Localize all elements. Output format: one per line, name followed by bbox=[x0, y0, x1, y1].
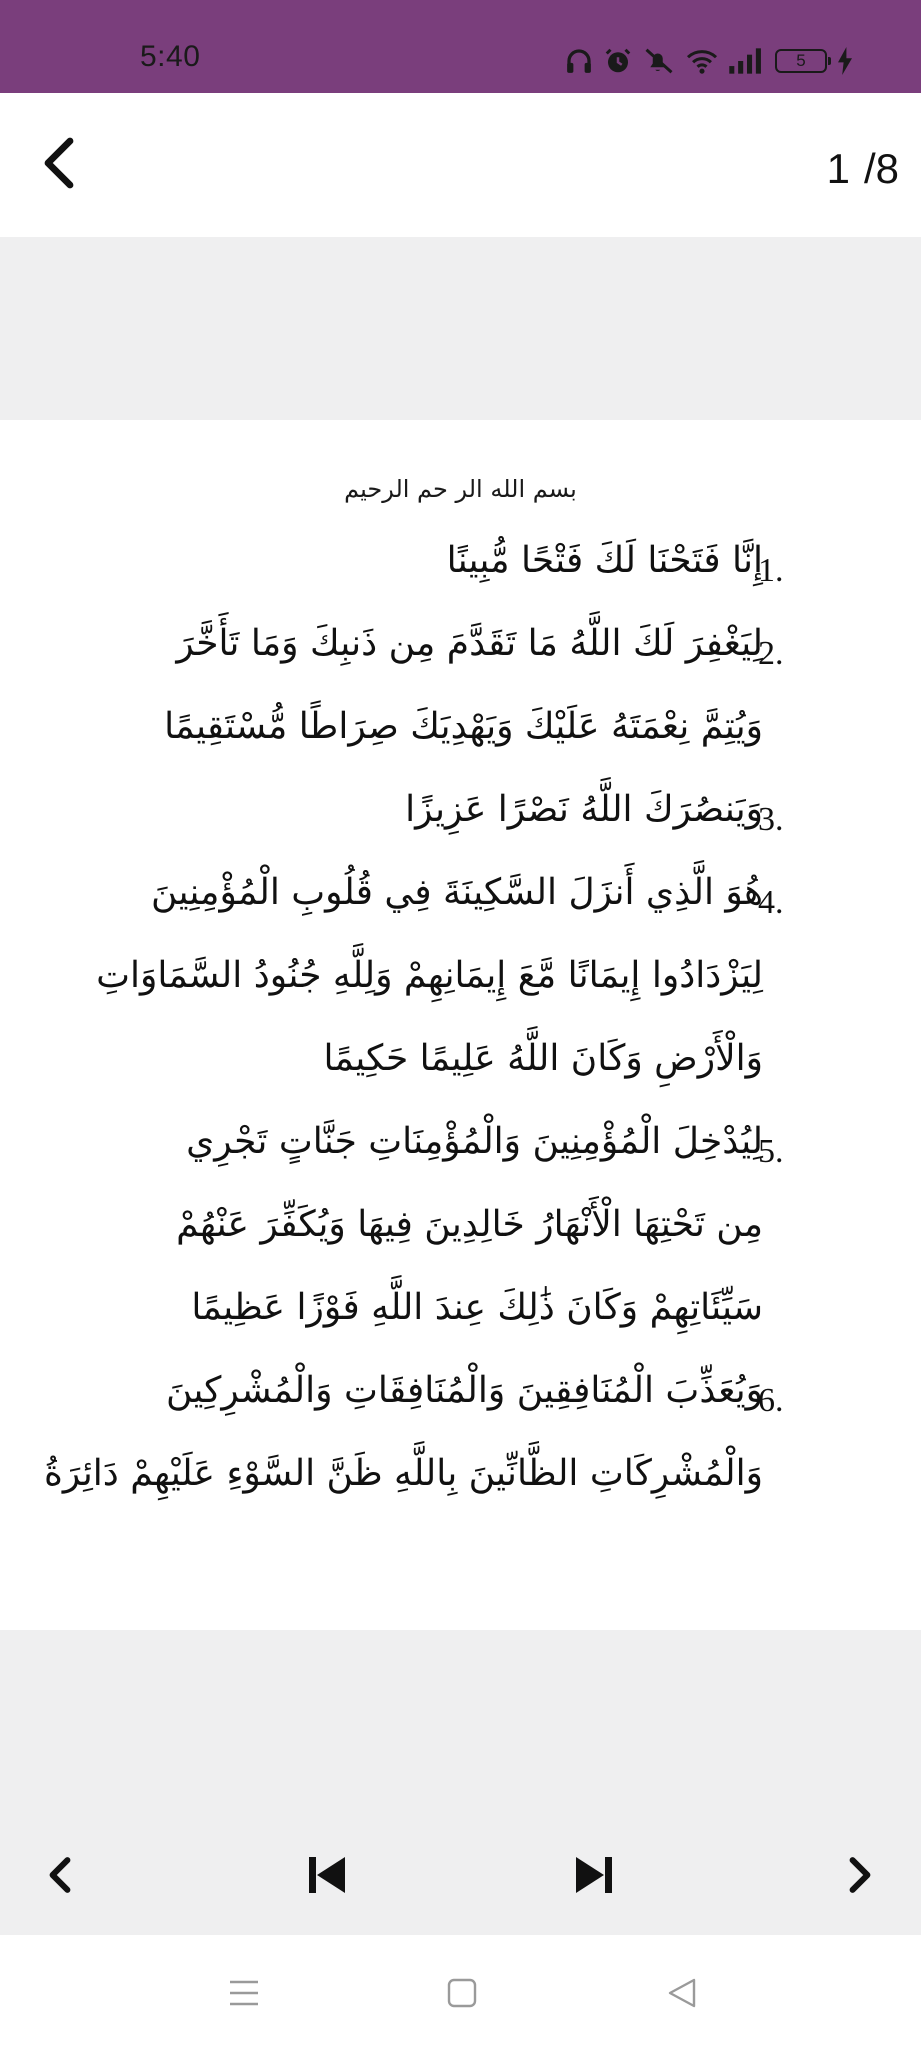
verse-line bbox=[0, 872, 921, 932]
verse-text: لِيُدْخِلَ الْمُؤْمِنِينَ وَالْمُؤْمِنَاتِ جَنَّاتٍ تَجْرِي bbox=[186, 1121, 763, 1162]
headphones-icon bbox=[564, 46, 594, 76]
verse-text: وَيُتِمَّ نِعْمَتَهُ عَلَيْكَ وَيَهْدِيَكَ صِرَاطًا مُّسْتَقِيمًا bbox=[164, 706, 763, 747]
back-system-button[interactable] bbox=[660, 1973, 704, 2013]
last-page-button[interactable] bbox=[564, 1845, 624, 1905]
page-total: /8 bbox=[863, 145, 899, 192]
verse-line bbox=[0, 1370, 921, 1430]
top-spacer bbox=[0, 237, 921, 420]
status-bar bbox=[0, 0, 921, 93]
skip-next-icon bbox=[572, 1855, 616, 1895]
charging-icon bbox=[836, 47, 854, 75]
verse-line bbox=[0, 1287, 921, 1347]
status-icons bbox=[564, 44, 854, 78]
verse-line bbox=[0, 706, 921, 766]
verse-number: 4. bbox=[758, 884, 784, 921]
verse-text: مِن تَحْتِهَا الْأَنْهَارُ خَالِدِينَ فِيهَا وَيُكَفِّرَ عَنْهُمْ bbox=[176, 1204, 763, 1245]
chevron-left-icon bbox=[40, 135, 80, 191]
battery-icon: 5 bbox=[775, 49, 827, 73]
verse-text: إِنَّا فَتَحْنَا لَكَ فَتْحًا مُّبِينًا bbox=[446, 540, 763, 581]
verse-content bbox=[0, 420, 921, 1630]
chevron-right-icon bbox=[847, 1856, 873, 1894]
system-navigation-bar bbox=[0, 1935, 921, 2048]
verse-text: وَيَنصُرَكَ اللَّهُ نَصْرًا عَزِيزًا bbox=[405, 789, 763, 830]
first-page-button[interactable] bbox=[297, 1845, 357, 1905]
previous-button[interactable] bbox=[30, 1845, 90, 1905]
verse-text: وَيُعَذِّبَ الْمُنَافِقِينَ وَالْمُنَافِقَاتِ وَالْمُشْرِكِينَ bbox=[165, 1370, 763, 1411]
verse-number: 2. bbox=[758, 635, 784, 672]
home-button[interactable] bbox=[440, 1973, 484, 2013]
verse-line bbox=[0, 540, 921, 600]
verse-line bbox=[0, 1453, 921, 1513]
verse-number: 1. bbox=[758, 552, 784, 589]
page-navigation bbox=[0, 1630, 921, 1935]
menu-button[interactable] bbox=[222, 1973, 266, 2013]
verse-line bbox=[0, 1204, 921, 1264]
verse-text: لِيَزْدَادُوا إِيمَانًا مَّعَ إِيمَانِهِمْ وَلِلَّهِ جُنُودُ السَّمَاوَاتِ bbox=[96, 955, 763, 996]
basmala: بسم الله الر حم الرحيم bbox=[344, 475, 577, 503]
verse-text: هُوَ الَّذِي أَنزَلَ السَّكِينَةَ فِي قُلُوبِ الْمُؤْمِنِينَ bbox=[151, 872, 763, 913]
status-time: 5:40 bbox=[140, 40, 201, 73]
alarm-icon bbox=[603, 46, 633, 76]
verse-line bbox=[0, 1038, 921, 1098]
wifi-icon bbox=[685, 47, 719, 75]
menu-icon bbox=[228, 1978, 260, 2008]
back-button[interactable] bbox=[30, 133, 90, 193]
verse-line bbox=[0, 623, 921, 683]
verse-line bbox=[0, 789, 921, 849]
app-bar bbox=[0, 93, 921, 237]
verse-text: سَيِّئَاتِهِمْ وَكَانَ ذَٰلِكَ عِندَ اللَّهِ فَوْزًا عَظِيمًا bbox=[191, 1287, 763, 1328]
page-current: 1 bbox=[826, 145, 850, 192]
skip-previous-icon bbox=[305, 1855, 349, 1895]
next-button[interactable] bbox=[830, 1845, 890, 1905]
verse-text: وَالْمُشْرِكَاتِ الظَّانِّينَ بِاللَّهِ ظَنَّ السَّوْءِ عَلَيْهِمْ دَائِرَةُ bbox=[44, 1453, 763, 1494]
page-counter bbox=[827, 145, 899, 193]
verse-number: 3. bbox=[758, 801, 784, 838]
square-icon bbox=[446, 1977, 478, 2009]
verse-text: وَالْأَرْضِ وَكَانَ اللَّهُ عَلِيمًا حَكِيمًا bbox=[323, 1038, 763, 1079]
verse-line bbox=[0, 955, 921, 1015]
verse-line bbox=[0, 1121, 921, 1181]
triangle-back-icon bbox=[666, 1977, 698, 2009]
mute-icon bbox=[642, 46, 676, 76]
chevron-left-icon bbox=[47, 1856, 73, 1894]
verse-number: 6. bbox=[758, 1382, 784, 1419]
verse-text: لِيَغْفِرَ لَكَ اللَّهُ مَا تَقَدَّمَ مِن ذَنبِكَ وَمَا تَأَخَّرَ bbox=[176, 623, 763, 664]
signal-icon bbox=[728, 48, 766, 74]
verse-number: 5. bbox=[758, 1133, 784, 1170]
